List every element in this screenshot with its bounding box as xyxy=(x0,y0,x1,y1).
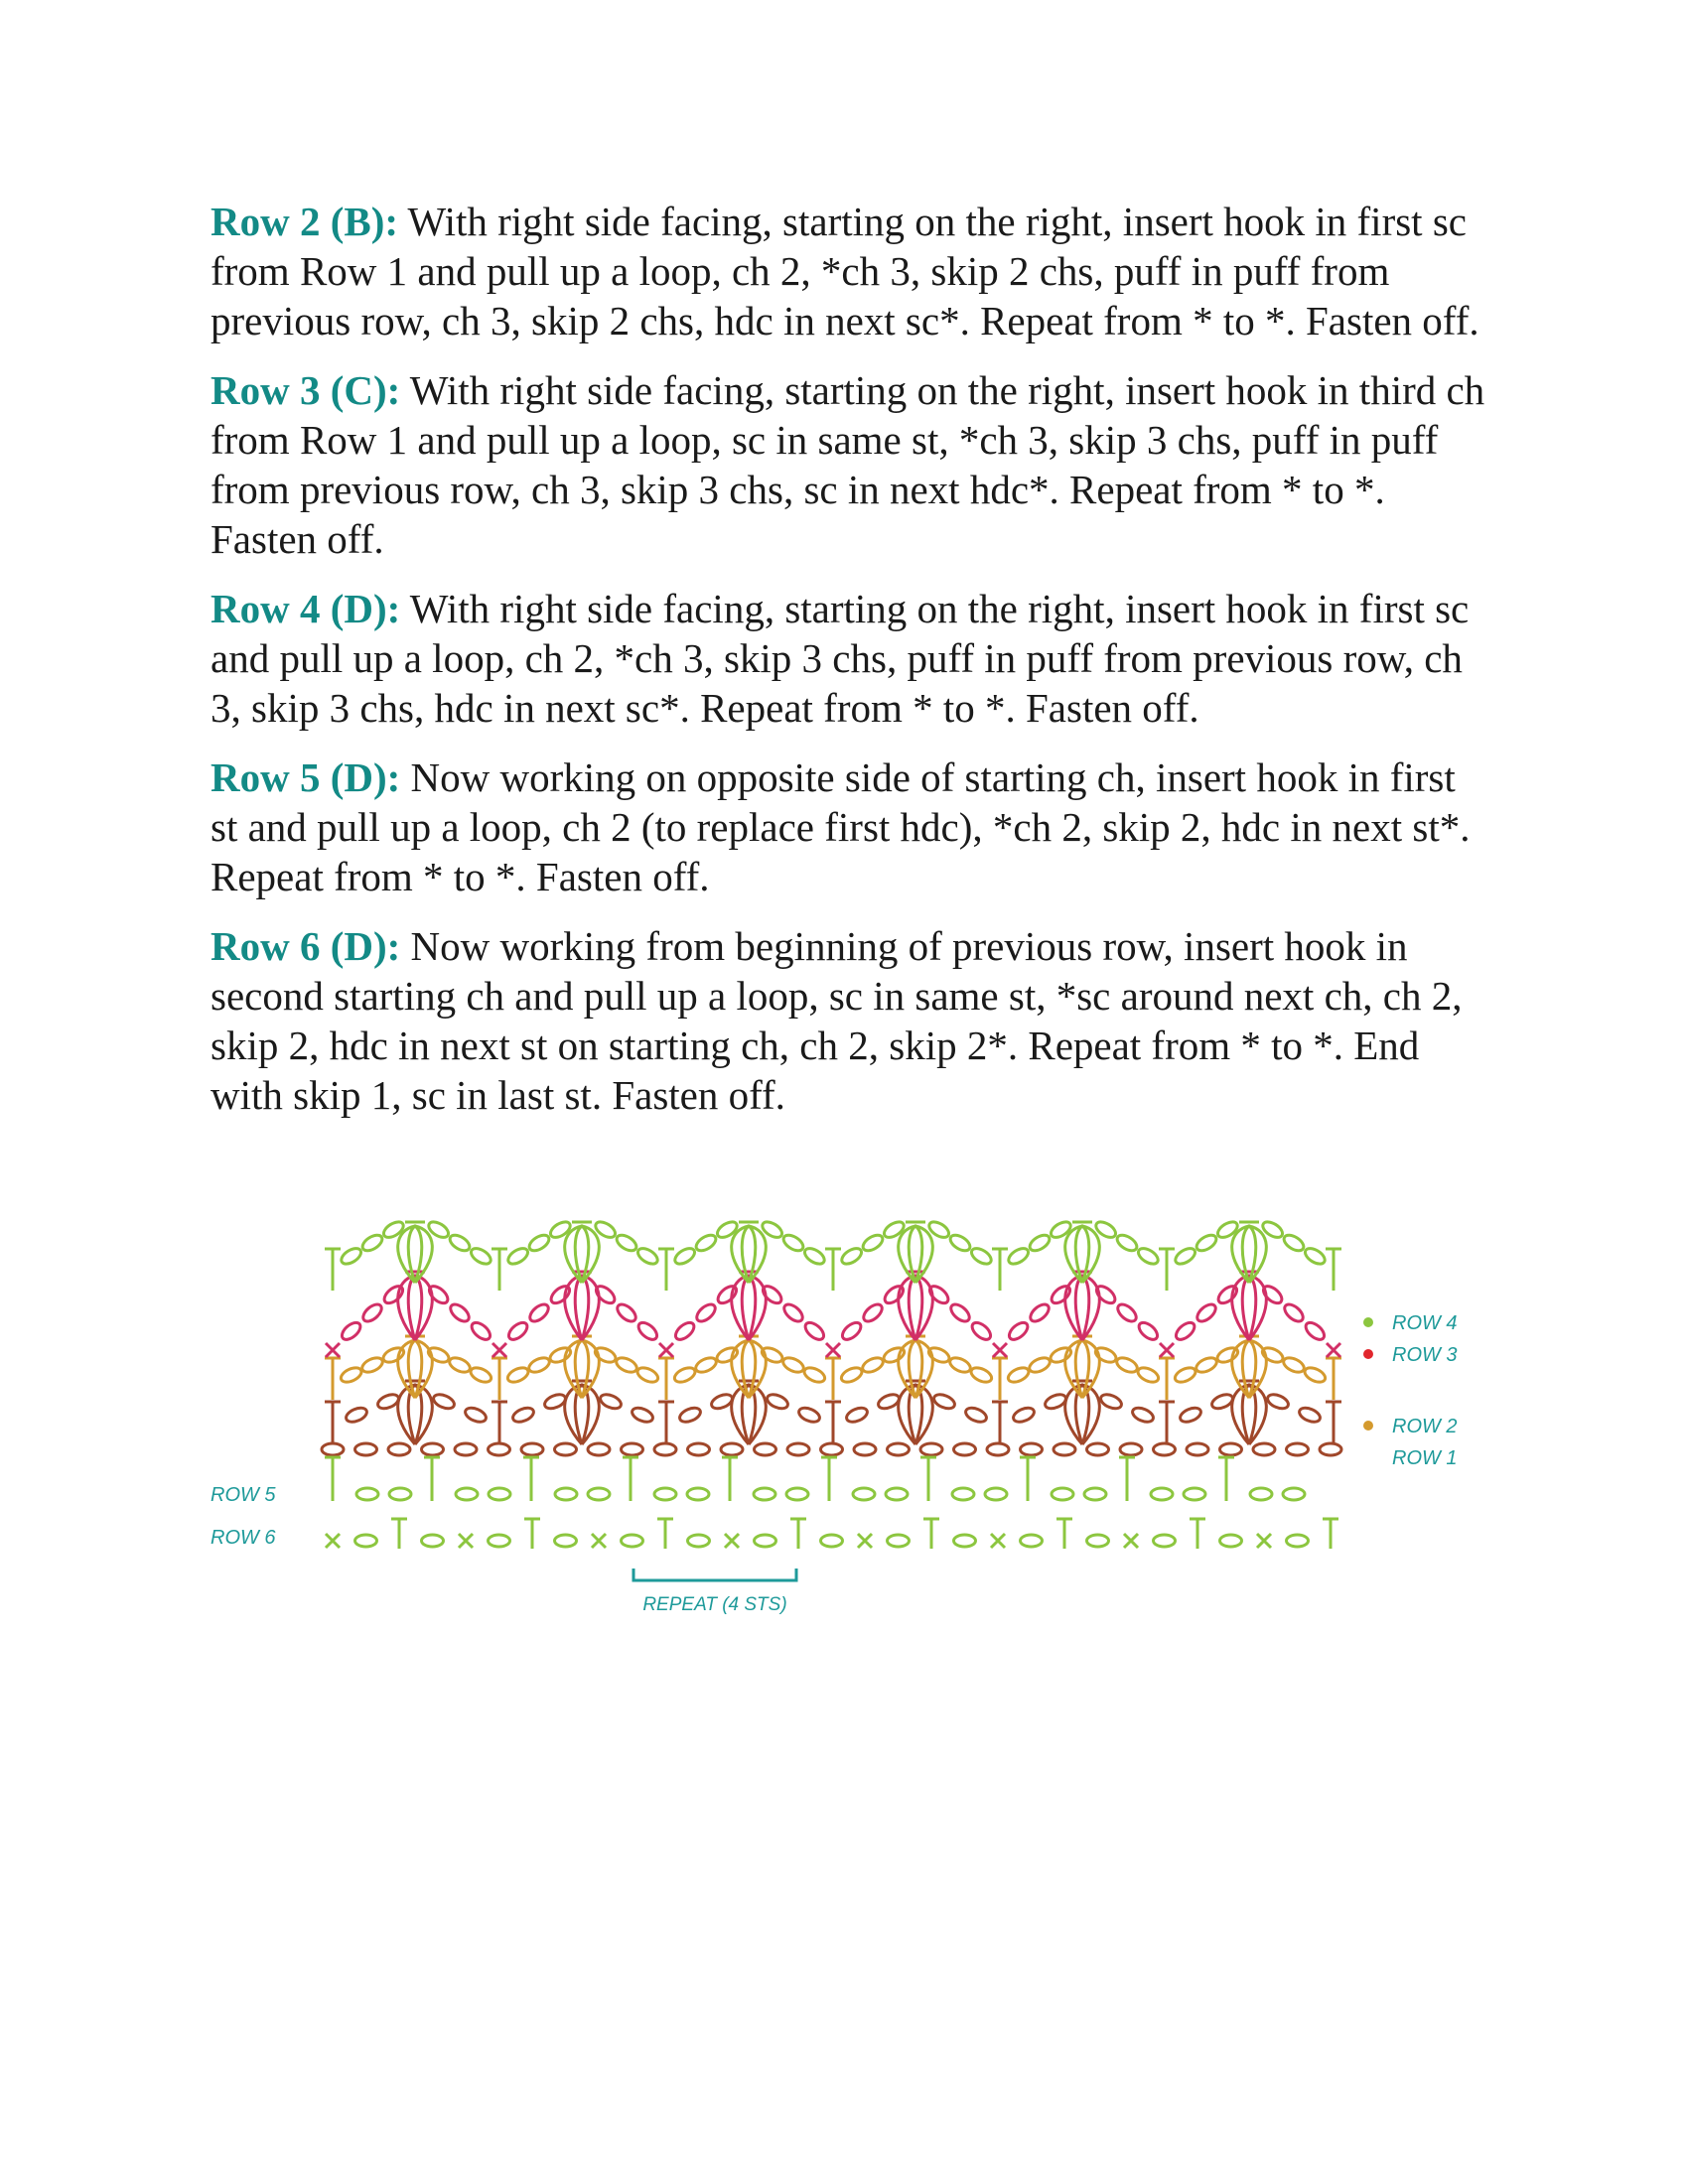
chain-stitch-symbol xyxy=(882,1283,907,1305)
chain-stitch-symbol xyxy=(635,1365,660,1385)
chain-stitch-symbol xyxy=(432,1392,457,1412)
chain-stitch-symbol xyxy=(780,1355,805,1375)
chain-stitch-symbol xyxy=(882,1345,907,1365)
puff-stitch-symbol xyxy=(732,1381,767,1444)
half-double-crochet-symbol xyxy=(492,1402,507,1444)
chain-stitch-symbol xyxy=(860,1355,885,1375)
chain-stitch-symbol xyxy=(614,1232,638,1254)
puff-stitch-symbol xyxy=(565,1336,600,1398)
half-double-crochet-symbol xyxy=(391,1519,407,1549)
puff-stitch-symbol xyxy=(899,1336,933,1398)
chain-stitch-symbol xyxy=(693,1355,718,1375)
chain-stitch-symbol xyxy=(952,1488,974,1500)
chain-stitch-symbol xyxy=(1266,1392,1291,1412)
half-double-crochet-symbol xyxy=(1159,1249,1175,1291)
chain-stitch-symbol xyxy=(614,1355,638,1375)
chain-stitch-symbol xyxy=(1303,1365,1328,1385)
chain-stitch-symbol xyxy=(355,1443,377,1455)
chain-stitch-symbol xyxy=(839,1245,864,1267)
half-double-crochet-symbol xyxy=(825,1358,841,1400)
half-double-crochet-symbol xyxy=(1159,1402,1175,1444)
chain-stitch-symbol xyxy=(1220,1535,1242,1547)
chain-stitch-symbol xyxy=(322,1443,344,1455)
single-crochet-symbol xyxy=(858,1534,872,1548)
puff-stitch-symbol xyxy=(1232,1381,1267,1444)
chain-stitch-symbol xyxy=(787,1443,809,1455)
chain-stitch-symbol xyxy=(1215,1219,1240,1241)
chain-stitch-symbol xyxy=(688,1443,710,1455)
chain-stitch-symbol xyxy=(678,1405,703,1425)
half-double-crochet-symbol xyxy=(1159,1358,1175,1400)
instruction-row-5 xyxy=(211,752,1491,901)
chain-stitch-symbol xyxy=(635,1245,660,1267)
chain-stitch-symbol xyxy=(948,1301,973,1324)
chain-stitch-symbol xyxy=(947,1232,972,1254)
row-label: Row 3 (C): xyxy=(211,367,401,413)
chain-stitch-symbol xyxy=(1173,1245,1197,1267)
chain-stitch-symbol xyxy=(548,1219,573,1241)
chain-stitch-symbol xyxy=(654,1443,676,1455)
chain-stitch-symbol xyxy=(964,1405,989,1425)
chain-stitch-symbol xyxy=(1049,1283,1073,1305)
chain-stitch-symbol xyxy=(339,1245,363,1267)
half-double-crochet-symbol xyxy=(623,1457,638,1501)
single-crochet-symbol xyxy=(1160,1343,1174,1357)
stitch-diagram xyxy=(199,1191,1489,1648)
chain-stitch-symbol xyxy=(797,1405,822,1425)
puff-stitch-symbol xyxy=(732,1222,767,1283)
chain-stitch-symbol xyxy=(489,1535,510,1547)
puff-stitch-symbol xyxy=(1232,1222,1267,1283)
half-double-crochet-symbol xyxy=(424,1457,440,1501)
row-1-label: ROW 1 xyxy=(1392,1447,1458,1469)
chain-stitch-symbol xyxy=(555,1535,577,1547)
stitch-symbols xyxy=(322,1219,1341,1549)
chain-stitch-symbol xyxy=(920,1443,942,1455)
chain-stitch-symbol xyxy=(1320,1443,1341,1455)
chain-stitch-symbol xyxy=(426,1345,451,1365)
chain-stitch-symbol xyxy=(693,1232,718,1254)
chain-stitch-symbol xyxy=(359,1355,384,1375)
chain-stitch-symbol xyxy=(447,1232,472,1254)
row-label: Row 6 (D): xyxy=(211,923,401,969)
crochet-stitch-chart xyxy=(199,1191,1489,1648)
single-crochet-symbol xyxy=(326,1534,340,1548)
chain-stitch-symbol xyxy=(339,1319,363,1342)
chain-stitch-symbol xyxy=(780,1232,805,1254)
chain-stitch-symbol xyxy=(1087,1535,1109,1547)
chain-stitch-symbol xyxy=(1194,1232,1218,1254)
chain-stitch-symbol xyxy=(1136,1245,1161,1267)
chain-stitch-symbol xyxy=(1303,1319,1328,1342)
chain-stitch-symbol xyxy=(1184,1488,1205,1500)
chain-stitch-symbol xyxy=(687,1488,709,1500)
single-crochet-symbol xyxy=(659,1343,673,1357)
single-crochet-symbol xyxy=(492,1343,506,1357)
chain-stitch-symbol xyxy=(754,1488,775,1500)
chain-stitch-symbol xyxy=(888,1535,910,1547)
chain-stitch-symbol xyxy=(588,1443,610,1455)
chain-stitch-symbol xyxy=(469,1319,493,1342)
chain-stitch-symbol xyxy=(721,1443,743,1455)
chain-stitch-symbol xyxy=(802,1245,827,1267)
chain-stitch-symbol xyxy=(781,1301,806,1324)
puff-stitch-symbol xyxy=(1065,1222,1100,1283)
half-double-crochet-symbol xyxy=(492,1249,507,1291)
chain-stitch-symbol xyxy=(1283,1488,1305,1500)
half-double-crochet-symbol xyxy=(1218,1457,1234,1501)
chain-stitch-symbol xyxy=(1282,1301,1307,1324)
chain-stitch-symbol xyxy=(464,1405,489,1425)
single-crochet-symbol xyxy=(826,1343,840,1357)
chain-stitch-symbol xyxy=(886,1488,908,1500)
chain-stitch-symbol xyxy=(455,1443,477,1455)
half-double-crochet-symbol xyxy=(325,1402,341,1444)
single-crochet-symbol xyxy=(1124,1534,1138,1548)
chain-stitch-symbol xyxy=(588,1488,610,1500)
chain-stitch-symbol xyxy=(1131,1405,1156,1425)
chain-stitch-symbol xyxy=(766,1392,790,1412)
row-text: With right side facing, starting on the right, insert hook in third ch from Row 1 and pull up a loop, sc in same st, *ch 3, skip 3 chs, puff in puff from previous row, ch 3, skip 3 chs, sc in next hdc*. Repeat from * to *. Fasten off. xyxy=(211,367,1485,562)
chain-stitch-symbol xyxy=(760,1345,784,1365)
chain-stitch-symbol xyxy=(1215,1283,1240,1305)
half-double-crochet-symbol xyxy=(992,1402,1008,1444)
repeat-bracket-line xyxy=(633,1569,796,1580)
chain-stitch-symbol xyxy=(599,1392,624,1412)
half-double-crochet-symbol xyxy=(825,1402,841,1444)
chain-stitch-symbol xyxy=(1006,1245,1031,1267)
row-label: Row 4 (D): xyxy=(211,586,401,631)
single-crochet-symbol xyxy=(991,1534,1005,1548)
chain-stitch-symbol xyxy=(447,1355,472,1375)
chain-stitch-symbol xyxy=(1281,1355,1306,1375)
puff-stitch-symbol xyxy=(1065,1381,1100,1444)
chain-stitch-symbol xyxy=(381,1345,406,1365)
chain-stitch-symbol xyxy=(802,1365,827,1385)
single-crochet-symbol xyxy=(592,1534,606,1548)
chain-stitch-symbol xyxy=(1173,1365,1197,1385)
repeat-label: REPEAT (4 STS) xyxy=(642,1594,787,1615)
chain-stitch-symbol xyxy=(755,1535,776,1547)
chain-stitch-symbol xyxy=(422,1443,444,1455)
puff-stitch-symbol xyxy=(565,1222,600,1283)
chain-stitch-symbol xyxy=(1303,1245,1328,1267)
chain-stitch-symbol xyxy=(526,1355,551,1375)
single-crochet-symbol xyxy=(326,1343,340,1357)
chain-stitch-symbol xyxy=(422,1535,444,1547)
chain-stitch-symbol xyxy=(802,1319,827,1342)
chain-stitch-symbol xyxy=(615,1301,639,1324)
chain-stitch-symbol xyxy=(694,1301,719,1324)
chain-stitch-symbol xyxy=(1151,1488,1173,1500)
chain-stitch-symbol xyxy=(1087,1443,1109,1455)
chain-stitch-symbol xyxy=(954,1443,976,1455)
half-double-crochet-symbol xyxy=(790,1519,806,1549)
chain-stitch-symbol xyxy=(1179,1405,1203,1425)
half-double-crochet-symbol xyxy=(1326,1402,1341,1444)
chain-stitch-symbol xyxy=(593,1345,618,1365)
half-double-crochet-symbol xyxy=(325,1457,341,1501)
chain-stitch-symbol xyxy=(1093,1283,1118,1305)
chain-stitch-symbol xyxy=(926,1345,951,1365)
row-4-label: ROW 4 xyxy=(1392,1312,1458,1334)
chain-stitch-symbol xyxy=(1220,1443,1242,1455)
chain-stitch-symbol xyxy=(853,1488,875,1500)
chain-stitch-symbol xyxy=(622,1535,643,1547)
chain-stitch-symbol xyxy=(672,1365,697,1385)
half-double-crochet-symbol xyxy=(658,1358,674,1400)
single-crochet-symbol xyxy=(993,1343,1007,1357)
chain-stitch-symbol xyxy=(1027,1355,1052,1375)
chain-stitch-symbol xyxy=(969,1365,994,1385)
row-5-label: ROW 5 xyxy=(211,1484,276,1506)
chain-stitch-symbol xyxy=(839,1319,864,1342)
half-double-crochet-symbol xyxy=(492,1358,507,1400)
chain-stitch-symbol xyxy=(1250,1488,1272,1500)
chain-stitch-symbol xyxy=(954,1535,976,1547)
chain-stitch-symbol xyxy=(381,1219,406,1241)
chain-stitch-symbol xyxy=(527,1301,552,1324)
instruction-row-6 xyxy=(211,921,1491,1120)
chain-stitch-symbol xyxy=(456,1488,478,1500)
single-crochet-symbol xyxy=(1257,1534,1271,1548)
chain-stitch-symbol xyxy=(1006,1319,1031,1342)
row-6-label: ROW 6 xyxy=(211,1527,276,1549)
row-2-dot xyxy=(1363,1421,1373,1431)
instruction-row-2 xyxy=(211,197,1491,345)
half-double-crochet-symbol xyxy=(1119,1457,1135,1501)
chain-stitch-symbol xyxy=(1012,1405,1037,1425)
chain-stitch-symbol xyxy=(654,1488,676,1500)
chain-stitch-symbol xyxy=(359,1232,384,1254)
chain-stitch-symbol xyxy=(672,1319,697,1342)
chain-stitch-symbol xyxy=(1215,1345,1240,1365)
half-double-crochet-symbol xyxy=(325,1249,341,1291)
half-double-crochet-symbol xyxy=(1326,1358,1341,1400)
chain-stitch-symbol xyxy=(469,1365,493,1385)
instruction-row-3 xyxy=(211,365,1491,564)
chain-stitch-symbol xyxy=(760,1283,784,1305)
half-double-crochet-symbol xyxy=(722,1457,738,1501)
chain-stitch-symbol xyxy=(1027,1232,1052,1254)
chain-stitch-symbol xyxy=(969,1245,994,1267)
chain-stitch-symbol xyxy=(845,1405,870,1425)
chain-stitch-symbol xyxy=(985,1488,1007,1500)
chain-stitch-symbol xyxy=(1195,1301,1219,1324)
half-double-crochet-symbol xyxy=(821,1457,837,1501)
chain-stitch-symbol xyxy=(521,1443,543,1455)
row-text: With right side facing, starting on the right, insert hook in first sc and pull up a loop, ch 2, *ch 3, skip 3 chs, puff in puff from previous row, ch 3, skip 3 chs, hdc in next sc*. Repeat from * to *. Fasten off. xyxy=(211,586,1470,731)
chain-stitch-symbol xyxy=(1049,1219,1073,1241)
chain-stitch-symbol xyxy=(505,1365,530,1385)
puff-stitch-symbol xyxy=(398,1336,433,1398)
chain-stitch-symbol xyxy=(448,1301,473,1324)
chain-stitch-symbol xyxy=(1120,1443,1142,1455)
half-double-crochet-symbol xyxy=(523,1457,539,1501)
chain-stitch-symbol xyxy=(854,1443,876,1455)
chain-stitch-symbol xyxy=(888,1443,910,1455)
row-2-label: ROW 2 xyxy=(1392,1416,1458,1437)
chain-stitch-symbol xyxy=(1049,1345,1073,1365)
chain-stitch-symbol xyxy=(969,1319,994,1342)
chain-stitch-symbol xyxy=(1194,1355,1218,1375)
half-double-crochet-symbol xyxy=(658,1402,674,1444)
chain-stitch-symbol xyxy=(511,1405,536,1425)
half-double-crochet-symbol xyxy=(1326,1249,1341,1291)
row-3-label: ROW 3 xyxy=(1392,1344,1458,1366)
chain-stitch-symbol xyxy=(1298,1405,1323,1425)
chain-stitch-symbol xyxy=(526,1232,551,1254)
chain-stitch-symbol xyxy=(839,1365,864,1385)
chain-stitch-symbol xyxy=(672,1245,697,1267)
chain-stitch-symbol xyxy=(356,1488,378,1500)
row-text: With right side facing, starting on the right, insert hook in first sc from Row 1 and pull up a loop, ch 2, *ch 3, skip 2 chs, puff in puff from previous row, ch 3, skip 2 chs, hdc in next sc*. Repeat from * to *. Fasten off. xyxy=(211,199,1479,343)
chain-stitch-symbol xyxy=(631,1405,655,1425)
puff-stitch-symbol xyxy=(398,1222,433,1283)
chain-stitch-symbol xyxy=(926,1283,951,1305)
half-double-crochet-symbol xyxy=(920,1457,936,1501)
puff-stitch-symbol xyxy=(398,1381,433,1444)
chain-stitch-symbol xyxy=(1260,1345,1285,1365)
row-text: Now working on opposite side of starting ch, insert hook in first st and pull up a loop, ch 2 (to replace first hdc), *ch 2, skip 2, hdc in next st*. Repeat from * to *. Fasten off. xyxy=(211,754,1471,899)
chain-stitch-symbol xyxy=(882,1219,907,1241)
chain-stitch-symbol xyxy=(389,1488,411,1500)
chain-stitch-symbol xyxy=(555,1443,577,1455)
chain-stitch-symbol xyxy=(1115,1301,1140,1324)
chain-stitch-symbol xyxy=(860,1232,885,1254)
chain-stitch-symbol xyxy=(1173,1319,1197,1342)
chain-stitch-symbol xyxy=(1006,1365,1031,1385)
chain-stitch-symbol xyxy=(1114,1232,1139,1254)
chain-stitch-symbol xyxy=(715,1219,740,1241)
chain-stitch-symbol xyxy=(593,1283,618,1305)
chain-stitch-symbol xyxy=(635,1319,660,1342)
half-double-crochet-symbol xyxy=(524,1519,540,1549)
chain-stitch-symbol xyxy=(1136,1319,1161,1342)
puff-stitch-symbol xyxy=(1065,1336,1100,1398)
chain-stitch-symbol xyxy=(1114,1355,1139,1375)
chain-stitch-symbol xyxy=(1260,1283,1285,1305)
half-double-crochet-symbol xyxy=(325,1358,341,1400)
chain-stitch-symbol xyxy=(1287,1443,1309,1455)
puff-stitch-symbol xyxy=(1232,1336,1267,1398)
chain-stitch-symbol xyxy=(469,1245,493,1267)
chain-stitch-symbol xyxy=(355,1535,377,1547)
chain-stitch-symbol xyxy=(548,1283,573,1305)
single-crochet-symbol xyxy=(459,1534,473,1548)
chain-stitch-symbol xyxy=(1287,1535,1309,1547)
chain-stitch-symbol xyxy=(947,1355,972,1375)
instruction-row-4 xyxy=(211,584,1491,733)
chain-stitch-symbol xyxy=(688,1535,710,1547)
half-double-crochet-symbol xyxy=(658,1249,674,1291)
row-3-dot xyxy=(1363,1349,1373,1359)
chain-stitch-symbol xyxy=(1021,1535,1043,1547)
pattern-instructions xyxy=(211,197,1491,1140)
chain-stitch-symbol xyxy=(1093,1345,1118,1365)
chain-stitch-symbol xyxy=(1099,1392,1124,1412)
chain-stitch-symbol xyxy=(1028,1301,1053,1324)
row-label: Row 2 (B): xyxy=(211,199,399,244)
half-double-crochet-symbol xyxy=(992,1358,1008,1400)
chain-stitch-symbol xyxy=(555,1488,577,1500)
chain-stitch-symbol xyxy=(388,1443,410,1455)
chain-stitch-symbol xyxy=(505,1319,530,1342)
row-label: Row 5 (D): xyxy=(211,754,401,800)
chain-stitch-symbol xyxy=(345,1405,369,1425)
half-double-crochet-symbol xyxy=(1020,1457,1036,1501)
half-double-crochet-symbol xyxy=(992,1249,1008,1291)
chain-stitch-symbol xyxy=(505,1245,530,1267)
chain-stitch-symbol xyxy=(1054,1443,1075,1455)
half-double-crochet-symbol xyxy=(1190,1519,1205,1549)
chain-stitch-symbol xyxy=(932,1392,957,1412)
row-text: Now working from beginning of previous row, insert hook in second starting ch and pull up a loop, sc in same st, *sc around next ch, ch 2, skip 2, hdc in next st on starting ch, ch 2, skip 2*. Repeat from * to *. End with skip 1, sc in last st. Fasten off. xyxy=(211,923,1463,1118)
chain-stitch-symbol xyxy=(821,1535,843,1547)
puff-stitch-symbol xyxy=(732,1336,767,1398)
single-crochet-symbol xyxy=(725,1534,739,1548)
half-double-crochet-symbol xyxy=(923,1519,939,1549)
single-crochet-symbol xyxy=(1327,1343,1340,1357)
chain-stitch-symbol xyxy=(1154,1443,1176,1455)
chain-stitch-symbol xyxy=(1253,1443,1275,1455)
puff-stitch-symbol xyxy=(565,1381,600,1444)
chain-stitch-symbol xyxy=(786,1488,808,1500)
chain-stitch-symbol xyxy=(821,1443,843,1455)
chain-stitch-symbol xyxy=(861,1301,886,1324)
chain-stitch-symbol xyxy=(1021,1443,1043,1455)
chain-stitch-symbol xyxy=(339,1365,363,1385)
chain-stitch-symbol xyxy=(489,1488,510,1500)
chain-stitch-symbol xyxy=(1281,1232,1306,1254)
chain-stitch-symbol xyxy=(1154,1535,1176,1547)
chain-stitch-symbol xyxy=(1187,1443,1208,1455)
chain-stitch-symbol xyxy=(548,1345,573,1365)
repeat-bracket xyxy=(633,1569,796,1615)
chain-stitch-symbol xyxy=(426,1283,451,1305)
chain-stitch-symbol xyxy=(360,1301,385,1324)
chain-stitch-symbol xyxy=(755,1443,776,1455)
chain-stitch-symbol xyxy=(1052,1488,1073,1500)
chain-stitch-symbol xyxy=(1136,1365,1161,1385)
chain-stitch-symbol xyxy=(489,1443,510,1455)
half-double-crochet-symbol xyxy=(1323,1519,1338,1549)
half-double-crochet-symbol xyxy=(825,1249,841,1291)
half-double-crochet-symbol xyxy=(657,1519,673,1549)
puff-stitch-symbol xyxy=(899,1381,933,1444)
chain-stitch-symbol xyxy=(715,1283,740,1305)
chain-stitch-symbol xyxy=(381,1283,406,1305)
chain-stitch-symbol xyxy=(622,1443,643,1455)
chain-stitch-symbol xyxy=(987,1443,1009,1455)
chain-stitch-symbol xyxy=(1084,1488,1106,1500)
half-double-crochet-symbol xyxy=(1056,1519,1072,1549)
puff-stitch-symbol xyxy=(899,1222,933,1283)
row-4-dot xyxy=(1363,1317,1373,1327)
chain-stitch-symbol xyxy=(715,1345,740,1365)
